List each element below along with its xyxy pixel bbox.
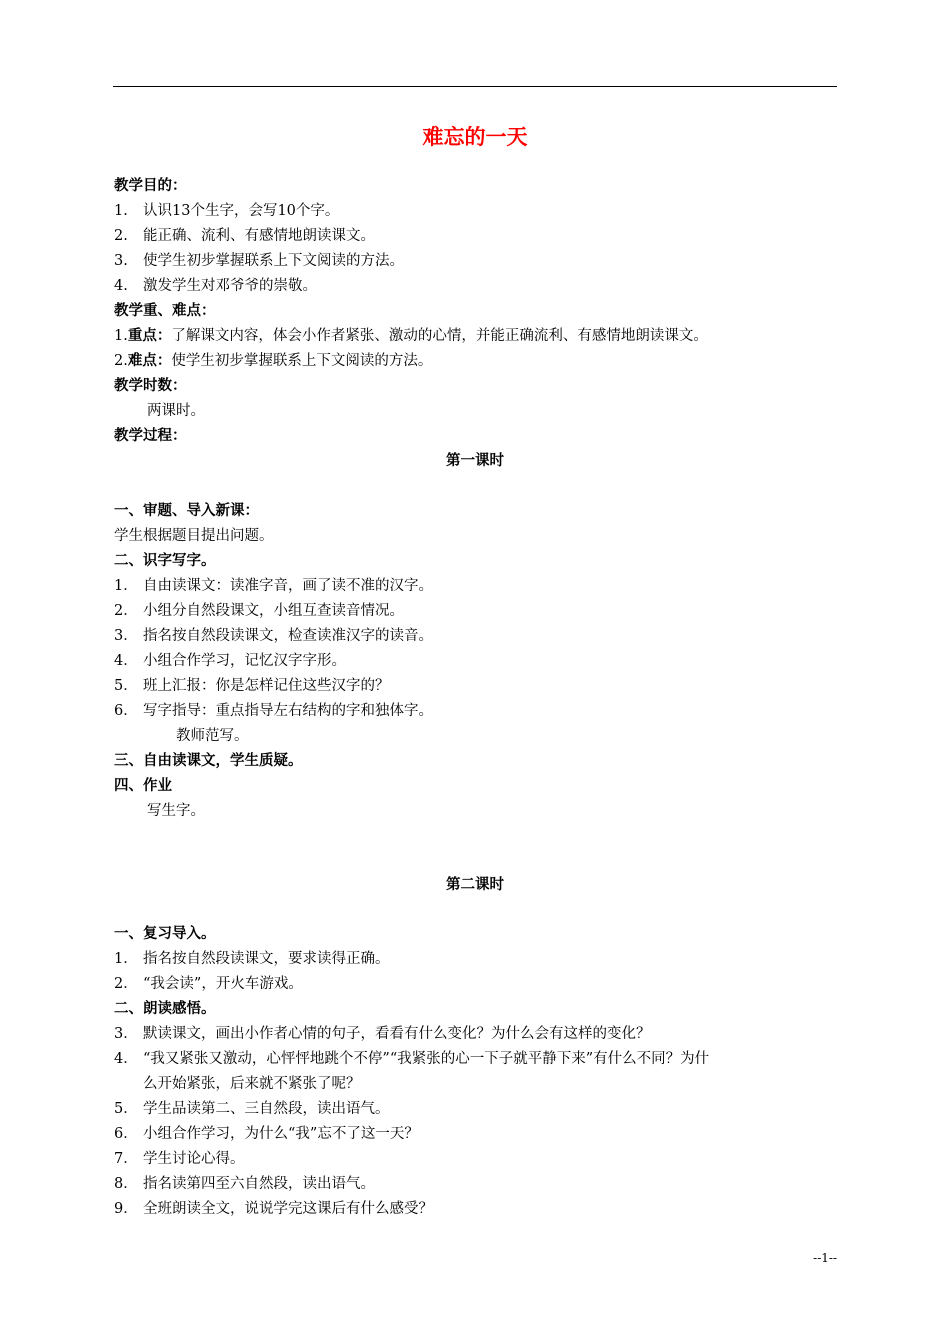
list-item: 1． 指名按自然段读课文，要求读得正确。 <box>114 951 390 967</box>
lesson1-section2-extra: 教师范写。 <box>176 728 249 744</box>
list-item: 4． “我又紧张又激动，心怦怦地跳个不停”“我紧张的心一下子就平静下来”有什么不同？为什 <box>114 1051 710 1067</box>
keypoint-item: 1.重点：了解课文内容，体会小作者紧张、激动的心情，并能正确流利、有感情地朗读课文。 <box>114 327 708 344</box>
process-heading: 教学过程： <box>114 427 187 444</box>
list-item: 6． 小组合作学习，为什么“我”忘不了这一天？ <box>114 1126 419 1142</box>
list-item: 2． “我会读”，开火车游戏。 <box>114 976 303 992</box>
page-number: --1-- <box>813 1251 837 1265</box>
lesson1-section2-heading: 二、识字写字。 <box>114 552 216 569</box>
list-item: 8． 指名读第四至六自然段，读出语气。 <box>114 1176 375 1192</box>
list-item: 2． 小组分自然段课文，小组互查读音情况。 <box>114 603 404 619</box>
document-title: 难忘的一天 <box>422 124 528 149</box>
lesson1-section4-heading: 四、作业 <box>114 777 172 794</box>
objective-item: 4. 激发学生对邓爷爷的崇敬。 <box>114 278 317 294</box>
lesson1-section1-heading: 一、审题、导入新课： <box>114 502 259 519</box>
list-item: 5． 班上汇报：你是怎样记住这些汉字的？ <box>114 678 390 694</box>
objective-item: 1. 认识13个生字，会写10个字。 <box>114 203 340 219</box>
objective-item: 2. 能正确、流利、有感情地朗读课文。 <box>114 228 375 244</box>
hours-text: 两课时。 <box>147 403 205 419</box>
keypoint-item: 2.难点：使学生初步掌握联系上下文阅读的方法。 <box>114 352 433 369</box>
list-item-continuation: 么开始紧张，后来就不紧张了呢？ <box>143 1076 361 1092</box>
list-item: 7． 学生讨论心得。 <box>114 1151 245 1167</box>
objective-item: 3. 使学生初步掌握联系上下文阅读的方法。 <box>114 253 404 269</box>
list-item: 4． 小组合作学习，记忆汉字字形。 <box>114 653 346 669</box>
lesson2-section2-heading: 二、朗读感悟。 <box>114 1000 216 1017</box>
list-item: 1． 自由读课文：读准字音，画了读不准的汉字。 <box>114 578 433 594</box>
lesson1-section4-text: 写生字。 <box>147 803 205 819</box>
lesson2-section1-heading: 一、复习导入。 <box>114 925 216 942</box>
lesson1-section1-text: 学生根据题目提出问题。 <box>114 528 274 544</box>
header-rule <box>113 86 837 87</box>
list-item: 6． 写字指导：重点指导左右结构的字和独体字。 <box>114 703 433 719</box>
list-item: 3． 默读课文，画出小作者心情的句子，看看有什么变化？为什么会有这样的变化？ <box>114 1026 651 1042</box>
list-item: 5． 学生品读第二、三自然段，读出语气。 <box>114 1101 390 1117</box>
objectives-heading: 教学目的： <box>114 177 187 194</box>
list-item: 3． 指名按自然段读课文，检查读准汉字的读音。 <box>114 628 433 644</box>
lesson2-title: 第二课时 <box>446 876 504 893</box>
lesson1-section3-heading: 三、自由读课文，学生质疑。 <box>114 752 303 769</box>
hours-heading: 教学时数： <box>114 377 187 394</box>
list-item: 9． 全班朗读全文，说说学完这课后有什么感受？ <box>114 1201 433 1217</box>
keypoints-heading: 教学重、难点： <box>114 302 216 319</box>
lesson1-title: 第一课时 <box>446 452 504 469</box>
